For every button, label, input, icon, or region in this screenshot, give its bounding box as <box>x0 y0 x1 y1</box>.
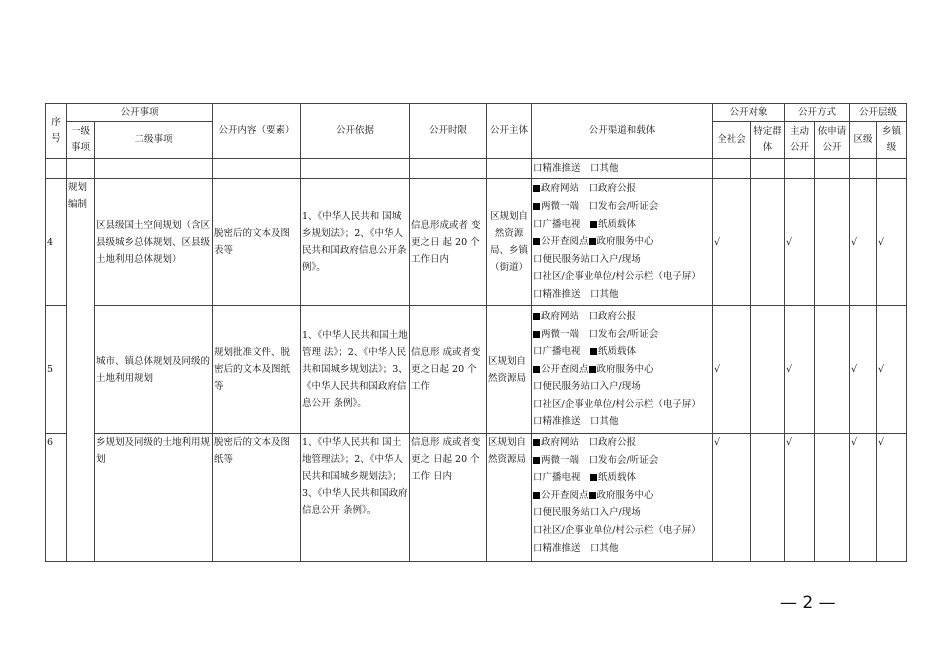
table-row <box>46 306 907 434</box>
row-item: 乡规划及同级的土地利用规划 <box>95 434 213 562</box>
row-subject: 区规划自然资源局、乡镇（街道） <box>487 179 532 306</box>
check-mode-active: √ <box>785 306 815 434</box>
filled-square-icon <box>533 331 540 338</box>
check-level-district: √ <box>850 306 877 434</box>
row-number: 4 <box>46 179 67 306</box>
row-number: 6 <box>46 434 67 562</box>
filled-square-icon <box>589 238 596 245</box>
row-basis: 1、《中华人民共和 国城乡规划法》；2、《中华人民共和国政府信息公开条例》。 <box>301 179 410 306</box>
filled-square-icon <box>533 457 540 464</box>
filled-square-icon <box>589 366 596 373</box>
row-content: 脱密后的文本及图纸等 <box>213 434 301 562</box>
row-time-limit: 信息形 成或者变更之 日起 20 个工作 日内 <box>410 434 487 562</box>
page-number: — 2 — <box>780 593 836 613</box>
header-public-item: 公开事项 <box>67 104 213 122</box>
row-number: 5 <box>46 306 67 434</box>
row-item: 区县级国土空间规划（含区县级城乡总体规划、区县级土地利用总体规划） <box>95 179 213 306</box>
row-content: 脱密后的文本及图表等 <box>213 179 301 306</box>
header-target-all: 全社会 <box>713 122 751 159</box>
row-subject: 区规划自然资源局 <box>487 434 532 562</box>
disclosure-table-sheet <box>45 103 906 562</box>
filled-square-icon <box>533 238 540 245</box>
carryover-channel: 口精准推送 口其他 <box>532 159 713 179</box>
filled-square-icon <box>533 439 540 446</box>
check-mode-active: √ <box>785 179 815 306</box>
carryover-row <box>46 159 907 179</box>
header-subject: 公开主体 <box>487 104 532 159</box>
header-basis: 公开依据 <box>301 104 410 159</box>
table-row <box>46 179 907 306</box>
row-item: 城市、镇总体规划及同级的土地利用规划 <box>95 306 213 434</box>
check-target-all: √ <box>713 434 751 562</box>
check-mode-apply <box>815 179 850 306</box>
filled-square-icon <box>533 185 540 192</box>
row-channels: 政府网站 口政府公报 两微一端 口发布会/听证会 口广播电视 纸质载体 公开查阅点 政府服务中心 口便民服务站口入户/现场 口社区/企事业单位/村公示栏（电子屏） 口精准推送 口其他 <box>532 434 713 562</box>
check-level-town: √ <box>877 306 907 434</box>
header-seq: 序号 <box>46 104 67 159</box>
header-target: 公开对象 <box>713 104 785 122</box>
filled-square-icon <box>590 221 597 228</box>
header-time-limit: 公开时限 <box>410 104 487 159</box>
check-target-all: √ <box>713 179 751 306</box>
check-target-specific <box>751 434 785 562</box>
check-target-all: √ <box>713 306 751 434</box>
check-mode-apply <box>815 434 850 562</box>
header-level-town: 乡镇级 <box>877 122 907 159</box>
check-level-district: √ <box>850 179 877 306</box>
check-target-specific <box>751 306 785 434</box>
filled-square-icon <box>589 492 596 499</box>
row-basis: 1、《中华人民共和国土地管理 法》；2、《中华人民共和国城乡规划法》；3、《中华人民共和国政府信息公开 条例》。 <box>301 306 410 434</box>
check-target-specific <box>751 179 785 306</box>
header-channels: 公开渠道和载体 <box>532 104 713 159</box>
header-mode-apply: 依申请公开 <box>815 122 850 159</box>
header-mode: 公开方式 <box>785 104 850 122</box>
row-channels: 政府网站 口政府公报 两微一端 口发布会/听证会 口广播电视 纸质载体 公开查阅点 政府服务中心 口便民服务站口入户/现场 口社区/企事业单位/村公示栏（电子屏） 口精准推送 口其他 <box>532 306 713 434</box>
check-level-town: √ <box>877 179 907 306</box>
filled-square-icon <box>533 203 540 210</box>
header-level-district: 区级 <box>850 122 877 159</box>
header-mode-active: 主动公开 <box>785 122 815 159</box>
filled-square-icon <box>533 492 540 499</box>
header-content: 公开内容（要素） <box>213 104 301 159</box>
row-channels: 政府网站 口政府公报 两微一端 口发布会/听证会 口广播电视 纸质载体 公开查阅点 政府服务中心 口便民服务站口入户/现场 口社区/企事业单位/村公示栏（电子屏） 口精准推送 口其他 <box>532 179 713 306</box>
row-time-limit: 信息形成或者 变更之日 起 20 个工作日内 <box>410 179 487 306</box>
row-time-limit: 信息形 成或者变更之日起 20 个工作 <box>410 306 487 434</box>
check-level-town: √ <box>877 434 907 562</box>
category-cell: 规划编制 <box>67 179 95 562</box>
disclosure-table <box>45 103 907 562</box>
header-level1: 一级事项 <box>67 122 95 159</box>
header-target-specific: 特定群体 <box>751 122 785 159</box>
check-level-district: √ <box>850 434 877 562</box>
row-content: 规划批准文件、脱密后的文本及图纸等 <box>213 306 301 434</box>
check-mode-apply <box>815 306 850 434</box>
table-row <box>46 434 907 562</box>
header-level: 公开层级 <box>850 104 907 122</box>
row-subject: 区规划自然资源局 <box>487 306 532 434</box>
filled-square-icon <box>533 313 540 320</box>
filled-square-icon <box>533 366 540 373</box>
header-level2: 二级事项 <box>95 122 213 159</box>
filled-square-icon <box>590 348 597 355</box>
filled-square-icon <box>590 474 597 481</box>
check-mode-active: √ <box>785 434 815 562</box>
row-basis: 1、《中华人民共和 国土地管理法》；2、《中华人民共和国城乡规划法》；3、《中华人民共和国政府信息公开 条例》。 <box>301 434 410 562</box>
